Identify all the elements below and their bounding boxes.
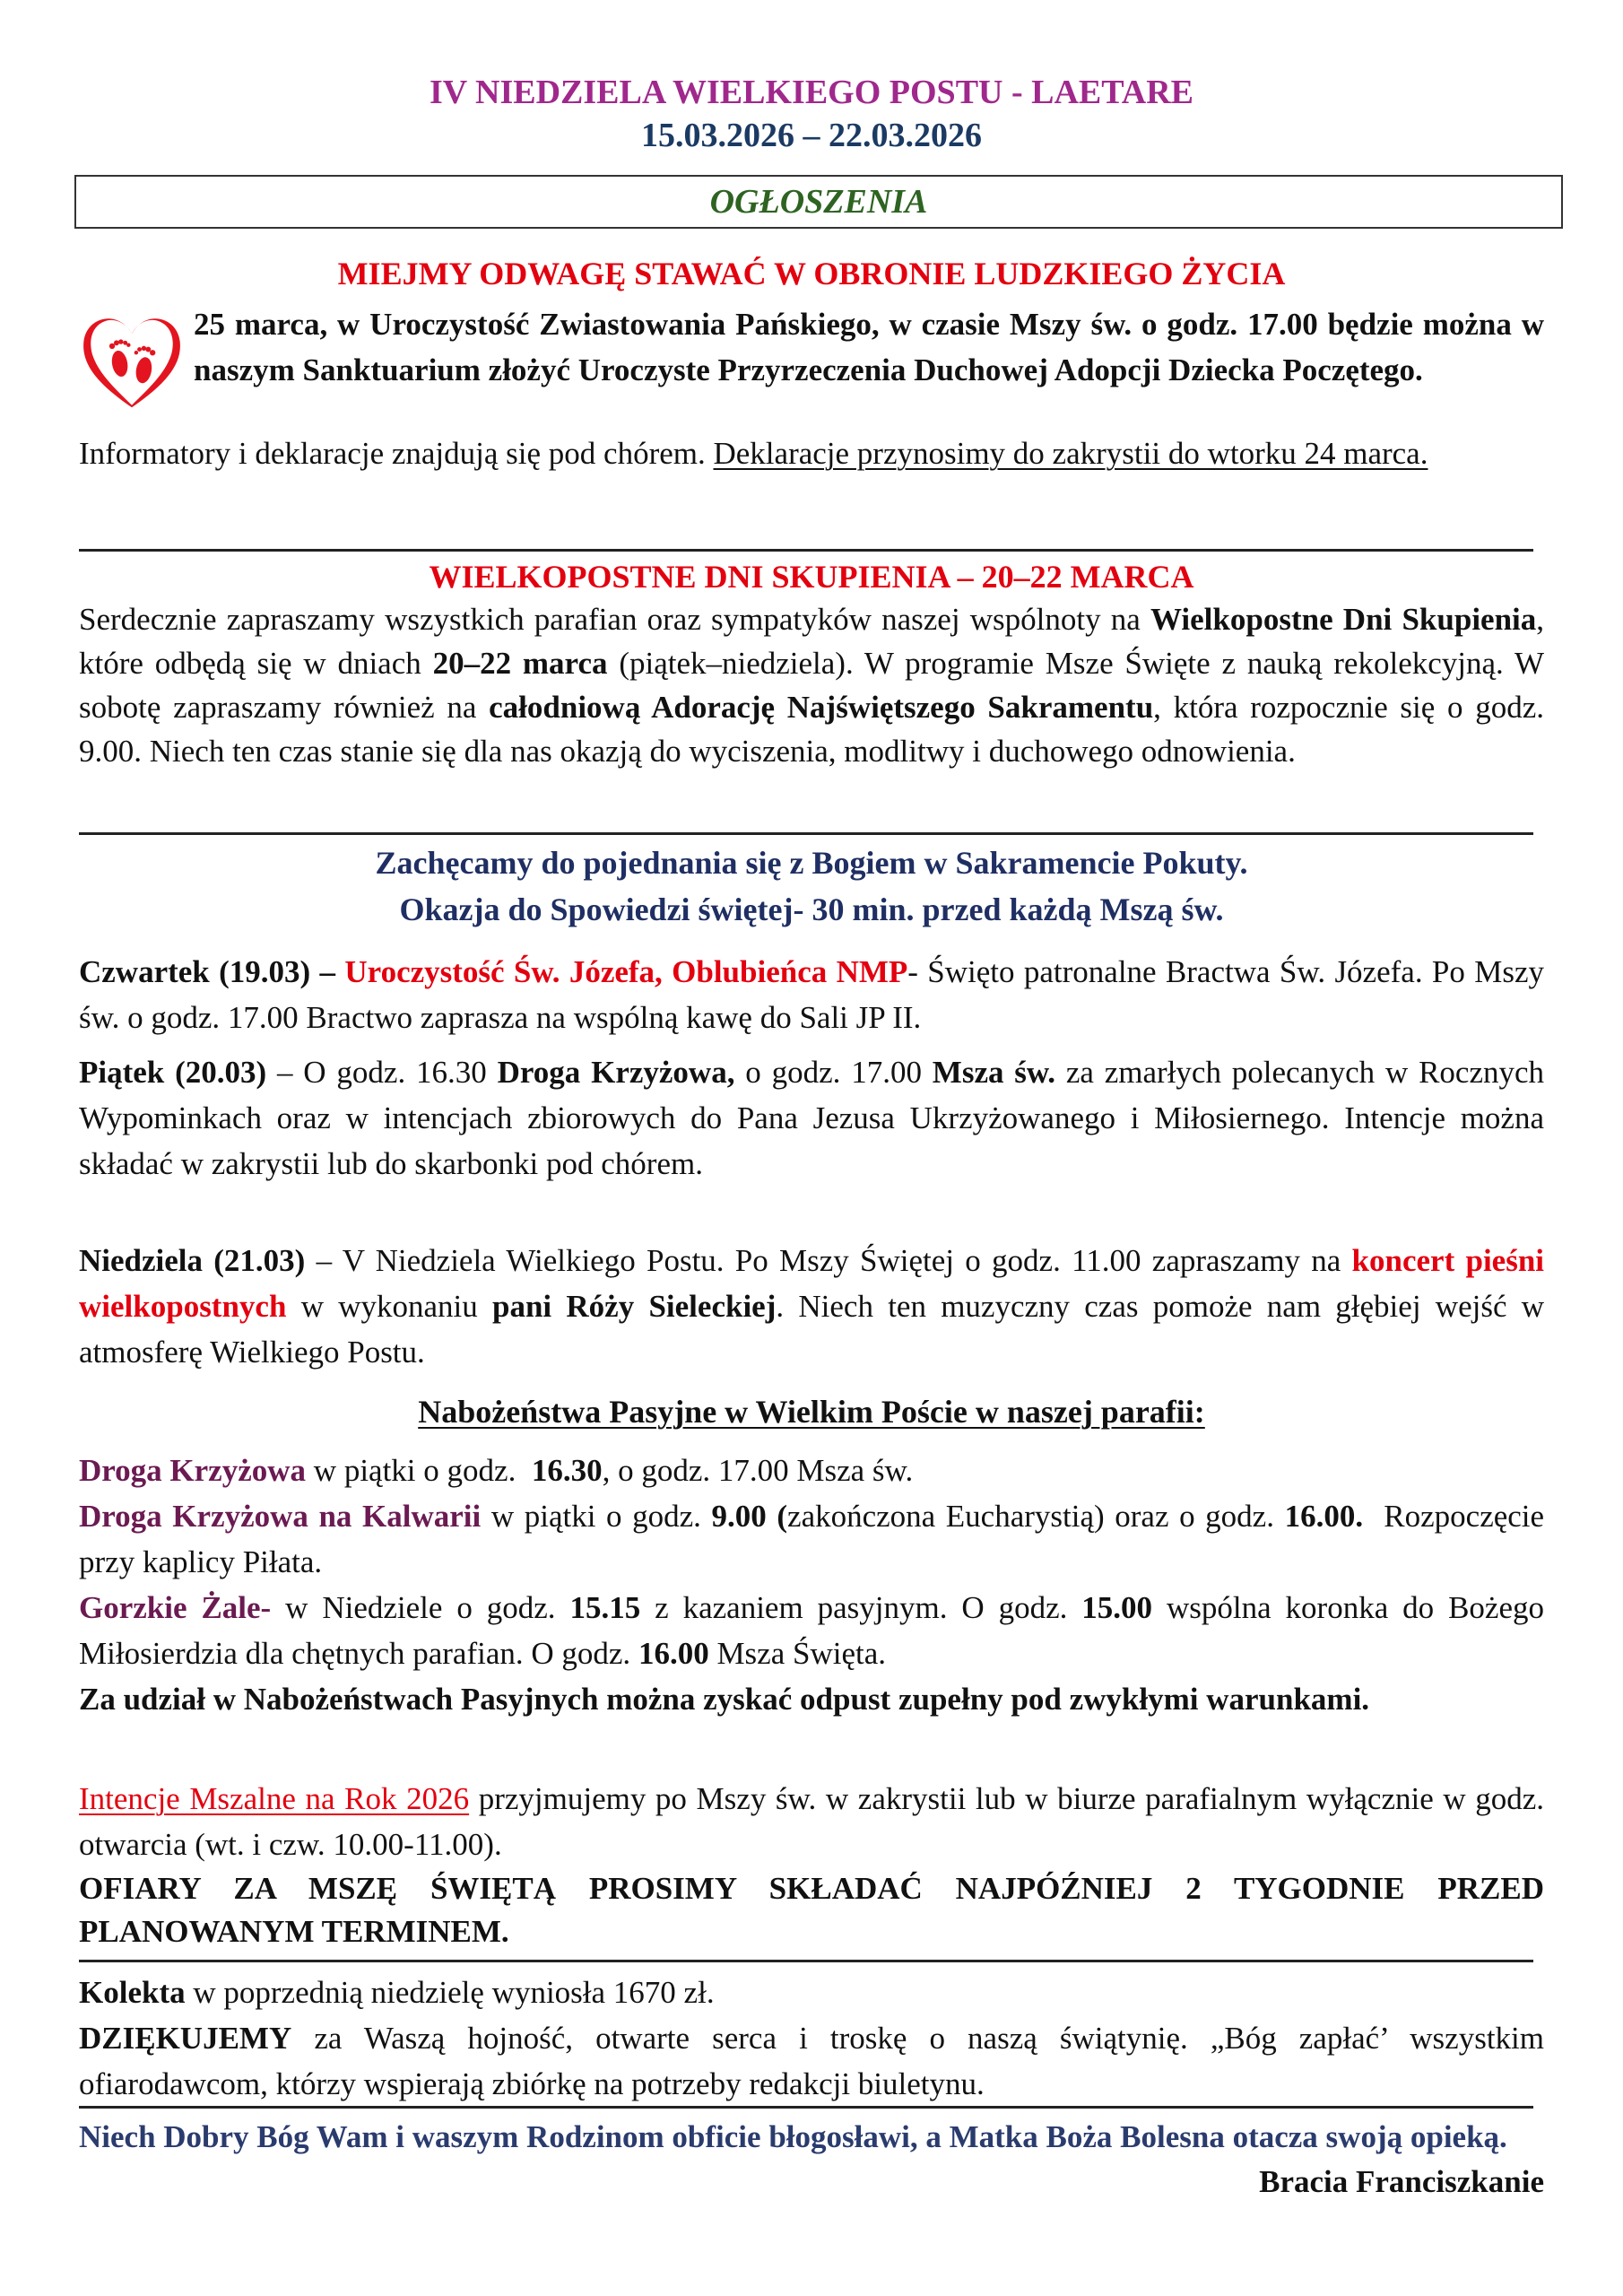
calvary-time-1: 9.00 ( xyxy=(711,1499,788,1534)
retreat-heading: WIELKOPOSTNE DNI SKUPIENIA – 20–22 MARCA xyxy=(429,559,1194,595)
heart-footprints-svg xyxy=(77,307,187,416)
thursday-paragraph xyxy=(79,949,1544,1040)
friday-text-2: o godz. 17.00 xyxy=(745,1055,922,1090)
declarations-deadline: Deklaracje przynosimy do zakrystii do wtorku 24 marca. xyxy=(713,436,1428,471)
bitter-lament-text-4: Msza Święta. xyxy=(716,1636,887,1671)
confession-line-2: Okazja do Spowiedzi świętej- 30 min. przed każdą Mszą św. xyxy=(399,891,1224,927)
bitter-lament-time-1: 15.15 xyxy=(569,1590,641,1625)
thanks-label: DZIĘKUJEMY xyxy=(79,2021,292,2056)
retreat-section xyxy=(79,556,1544,773)
friday-bold-2: Msza św. xyxy=(932,1055,1056,1090)
bitter-lament-time-2: 15.00 xyxy=(1081,1590,1153,1625)
friday-bold-1: Droga Krzyżowa, xyxy=(497,1055,735,1090)
thanks-paragraph xyxy=(79,2015,1544,2107)
heart-footprints-icon xyxy=(77,307,194,429)
offerings-notice: OFIARY ZA MSZĘ ŚWIĘTĄ PROSIMY SKŁADAĆ NAJPÓŹNIEJ 2 TYGODNIE PRZED PLANOWANYM TERMINEM. xyxy=(79,1871,1544,1949)
calvary-label: Droga Krzyżowa na Kalwarii xyxy=(79,1499,482,1534)
life-heading: MIEJMY ODWAGĘ STAWAĆ W OBRONIE LUDZKIEGO ŻYCIA xyxy=(337,256,1286,291)
calvary-text-2: zakończona Eucharystią) oraz o godz. xyxy=(787,1499,1274,1534)
blessing-text: Niech Dobry Bóg Wam i waszym Rodzinom obficie błogosławi, a Matka Boża Bolesna otacza swoją opieką. xyxy=(79,2119,1507,2154)
sunday-paragraph xyxy=(79,1238,1544,1375)
thursday-text: - Święto patronalne Bractwa Św. Józefa. Po Mszy św. o godz. 17.00 Bractwo zaprasza na wspólną kawę do Sali JP II. xyxy=(79,954,1545,1035)
sunday-text-1: – V Niedziela Wielkiego Postu. Po Mszy Świętej o godz. 11.00 zapraszamy na xyxy=(316,1243,1341,1278)
bitter-lament-paragraph xyxy=(79,1585,1544,1676)
collection-label: Kolekta xyxy=(79,1975,186,2010)
friday-section xyxy=(79,1049,1544,1187)
calvary-paragraph xyxy=(79,1493,1544,1585)
sunday-text-2: w wykonaniu xyxy=(300,1289,478,1324)
sunday-section xyxy=(79,1238,1544,1375)
intentions-section xyxy=(79,1776,1544,1953)
sunday-label: Niedziela (21.03) xyxy=(79,1243,306,1278)
thursday-feast: Uroczystość Św. Józefa, Oblubieńca NMP xyxy=(344,954,908,989)
divider xyxy=(79,2106,1533,2109)
signature: Bracia Franciszkanie xyxy=(1259,2164,1544,2199)
declarations-info: Informatory i deklaracje znajdują się pod chórem. xyxy=(79,436,706,471)
friday-text-3: za zmarłych polecanych w Rocznych Wypominkach oraz w intencjach zbiorowych do Pana Jezusa Ukrzyżowanego i Miłosiernego. Intencje można składać w zakrystii lub do skarbonki pod chórem. xyxy=(79,1055,1545,1181)
sunday-performer: pani Róży Sieleckiej xyxy=(492,1289,777,1324)
bulletin-title: IV NIEDZIELA WIELKIEGO POSTU - LAETARE xyxy=(429,74,1194,111)
friday-text-1: – O godz. 16.30 xyxy=(276,1055,487,1090)
divider xyxy=(79,832,1533,835)
bitter-lament-text-1: w Niedziele o godz. xyxy=(285,1590,556,1625)
confession-line-1: Zachęcamy do pojednania się z Bogiem w Sakramencie Pokuty. xyxy=(375,845,1248,881)
collection-line xyxy=(79,1970,1544,2015)
collection-amount: w poprzednią niedzielę wyniosła 1670 zł. xyxy=(193,1975,715,2010)
announcements-label: OGŁOSZENIA xyxy=(709,183,928,221)
divider xyxy=(79,1960,1533,1962)
thursday-label: Czwartek (19.03) – xyxy=(79,954,336,989)
way-of-cross-line xyxy=(79,1448,1544,1493)
retreat-text-2: , które odbędą się w dniach xyxy=(79,602,1545,681)
way-of-cross-text-2: , o godz. 17.00 Msza św. xyxy=(602,1453,914,1488)
confession-section xyxy=(79,839,1544,933)
retreat-text-3: (piątek–niedziela). W programie Msze Święte z nauką rekolekcyjną. W sobotę zapraszamy również na xyxy=(79,646,1544,725)
bitter-lament-text-3: wspólna koronka do Bożego Miłosierdzia dla chętnych parafian. O godz. xyxy=(79,1590,1544,1671)
retreat-text-1: Serdecznie zapraszamy wszystkich parafian oraz sympatyków naszej wspólnoty na xyxy=(79,602,1141,637)
calvary-text-3: Rozpoczęcie przy kaplicy Piłata. xyxy=(79,1499,1545,1579)
retreat-text-4: , która rozpocznie się o godz. 9.00. Niech ten czas stanie się dla nas okazją do wyciszenia, modlitwy i duchowego odnowienia. xyxy=(79,690,1544,769)
blessing-paragraph xyxy=(79,2115,1544,2199)
sunday-text-3: . Niech ten muzyczny czas pomoże nam głębiej wejść w atmosferę Wielkiego Postu. xyxy=(79,1289,1545,1370)
way-of-cross-label: Droga Krzyżowa xyxy=(79,1453,307,1488)
retreat-bold-3: całodniową Adorację Najświętszego Sakramentu xyxy=(489,690,1154,725)
bitter-lament-label: Gorzkie Żale- xyxy=(79,1590,272,1625)
declarations-paragraph xyxy=(79,430,1544,476)
bulletin-dates: 15.03.2026 – 22.03.2026 xyxy=(641,117,982,154)
bitter-lament-time-3: 16.00 xyxy=(638,1636,709,1671)
collection-section xyxy=(79,1970,1544,2107)
life-section xyxy=(79,253,1544,476)
way-of-cross-time: 16.30 xyxy=(531,1453,603,1488)
way-of-cross-text-1: w piątki o godz. xyxy=(313,1453,516,1488)
friday-paragraph xyxy=(79,1049,1544,1187)
announcements-banner xyxy=(74,175,1563,229)
retreat-paragraph xyxy=(79,597,1544,773)
closing-section xyxy=(79,2115,1544,2205)
adoption-announcement: 25 marca, w Uroczystość Zwiastowania Pańskiego, w czasie Mszy św. o godz. 17.00 będzie można w naszym Sanktuarium złożyć Uroczyste Przyrzeczenia Duchowej Adopcji Dziecka Poczętego. xyxy=(194,307,1544,387)
calvary-text-1: w piątki o godz. xyxy=(490,1499,701,1534)
divider xyxy=(79,549,1533,552)
retreat-bold-2: 20–22 marca xyxy=(432,646,608,681)
intentions-text: przyjmujemy po Mszy św. w zakrystii lub w biurze parafialnym wyłącznie w godz. otwarcia (wt. i czw. 10.00-11.00). xyxy=(79,1781,1545,1862)
passion-section xyxy=(79,1388,1544,1722)
friday-label: Piątek (20.03) xyxy=(79,1055,267,1090)
thursday-section xyxy=(79,949,1544,1040)
passion-heading: Nabożeństwa Pasyjne w Wielkim Poście w naszej parafii: xyxy=(418,1394,1205,1430)
indulgence-note: Za udział w Nabożeństwach Pasyjnych można zyskać odpust zupełny pod zwykłymi warunkami. xyxy=(79,1682,1370,1717)
intentions-paragraph xyxy=(79,1776,1544,1867)
thanks-text: za Waszą hojność, otwarte serca i troskę o naszą świątynię. „Bóg zapłać’ wszystkim ofiarodawcom, którzy wspierają zbiórkę na potrzeby redakcji biuletynu. xyxy=(79,2021,1544,2101)
sunday-concert: koncert pieśni wielkopostnych xyxy=(79,1243,1545,1324)
intentions-link[interactable]: Intencje Mszalne na Rok 2026 xyxy=(79,1781,470,1816)
calvary-time-2: 16.00. xyxy=(1284,1499,1364,1534)
retreat-bold-1: Wielkopostne Dni Skupienia xyxy=(1150,602,1537,637)
bitter-lament-text-2: z kazaniem pasyjnym. O godz. xyxy=(655,1590,1068,1625)
